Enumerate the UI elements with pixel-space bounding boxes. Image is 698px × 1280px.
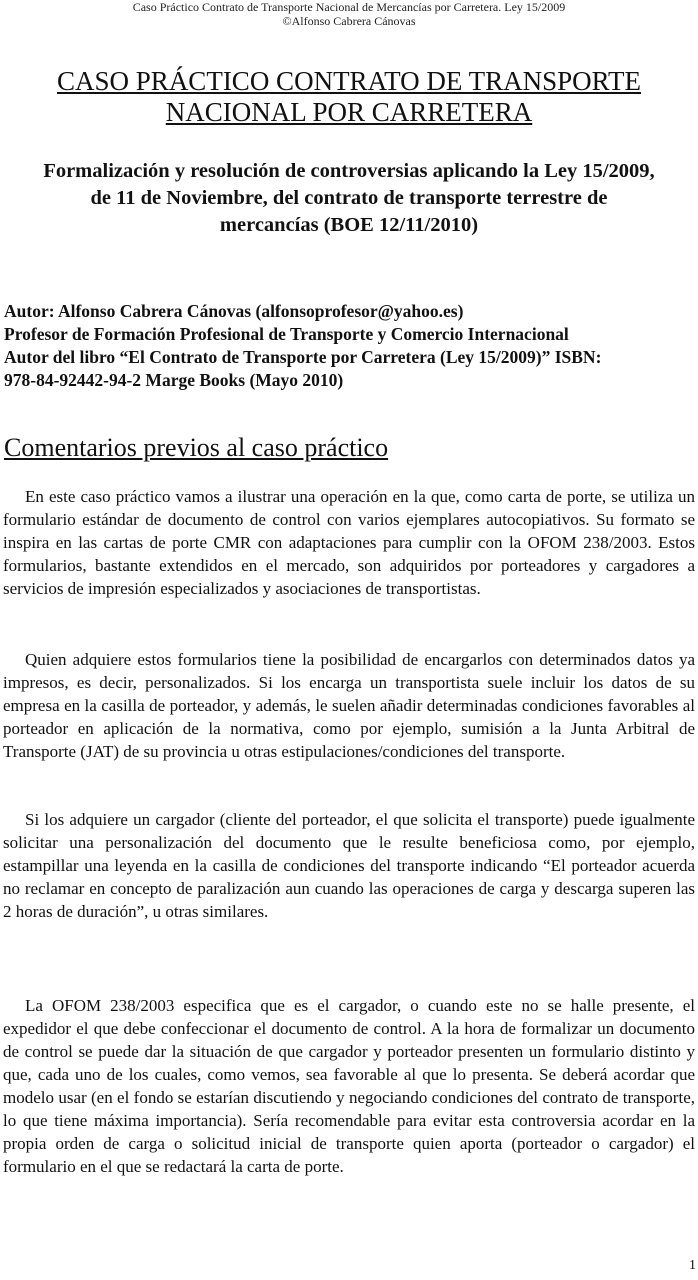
subtitle-line-2: de 11 de Noviembre, del contrato de transporte terrestre de xyxy=(90,187,608,209)
paragraph: Quien adquiere estos formularios tiene la posibilidad de encargarlos con determinados datos ya impresos, es decir, personalizados. Si los encarga un transportista suele incluir los datos de su empresa en la casilla de porteador, y además, le suelen añadir determinadas condiciones favorables al porteador en aplicación de la normativa, como por ejemplo, sumisión a la Junta Arbitral de Transporte (JAT) de su provincia u otras estipulaciones/condiciones del transporte. xyxy=(3,650,695,761)
paragraph-block-1 xyxy=(3,485,695,600)
paragraph: En este caso práctico vamos a ilustrar una operación en la que, como carta de porte, se utiliza un formulario estándar de documento de control con varios ejemplares autocopiativos. Su formato se inspira en las cartas de porte CMR con adaptaciones para cumplir con la OFOM 238/2003. Estos formularios, bastante extendidos en el mercado, son adquiridos por porteadores y cargadores a servicios de impresión especializados y asociaciones de transportistas. xyxy=(3,487,695,598)
paragraph-block-3 xyxy=(3,808,695,923)
author-line-4: 978-84-92442-94-2 Marge Books (Mayo 2010) xyxy=(4,370,344,390)
paragraph-block-4 xyxy=(3,994,695,1178)
page-number: 1 xyxy=(689,1258,696,1273)
section-heading: Comentarios previos al caso práctico xyxy=(4,433,389,462)
header-line-2: ©Alfonso Cabrera Cánovas xyxy=(282,14,416,28)
header-line-1: Caso Práctico Contrato de Transporte Nacional de Mercancías por Carretera. Ley 15/2009 xyxy=(132,0,566,14)
title-line-2: NACIONAL POR CARRETERA xyxy=(165,97,533,127)
paragraph: La OFOM 238/2003 especifica que es el cargador, o cuando este no se halle presente, el expedidor el que debe confeccionar el documento de control. A la hora de formalizar un documento de control se puede dar la situación de que cargador y porteador presenten un formulario distinto y que, cada uno de los cuales, como vemos, sea favorable al que lo presenta. Se deberá acordar que modelo usar (en el fondo se estarían discutiendo y negociando condiciones del contrato de transporte, lo que tiene máxima importancia). Sería recomendable para evitar esta controversia acordar en la propia orden de carga o solicitud inicial de transporte quien aporta (porteador o cargador) el formulario en el que se redactará la carta de porte. xyxy=(3,996,695,1176)
author-info xyxy=(4,300,694,392)
author-line-1: Autor: Alfonso Cabrera Cánovas (alfonsoprofesor@yahoo.es) xyxy=(4,301,464,321)
paragraph-block-2 xyxy=(3,648,695,763)
paragraph: Si los adquiere un cargador (cliente del porteador, el que solicita el transporte) puede igualmente solicitar una personalización del documento que le resulte beneficiosa como, por ejemplo, estampillar una leyenda en la casilla de condiciones del transporte indicando “El porteador acuerda no reclamar en concepto de paralización aun cuando las operaciones de carga y descarga superen las 2 horas de duración”, u otras similares. xyxy=(3,810,695,921)
author-line-2: Profesor de Formación Profesional de Transporte y Comercio Internacional xyxy=(4,324,569,344)
title-line-1: CASO PRÁCTICO CONTRATO DE TRANSPORTE xyxy=(57,66,641,96)
document-title xyxy=(0,66,698,128)
subtitle-line-3: mercancías (BOE 12/11/2010) xyxy=(219,214,479,236)
author-line-3: Autor del libro “El Contrato de Transporte por Carretera (Ley 15/2009)” ISBN: xyxy=(4,347,602,367)
document-subtitle xyxy=(0,158,698,239)
running-header xyxy=(0,0,698,28)
subtitle-line-1: Formalización y resolución de controversias aplicando la Ley 15/2009, xyxy=(43,160,655,182)
